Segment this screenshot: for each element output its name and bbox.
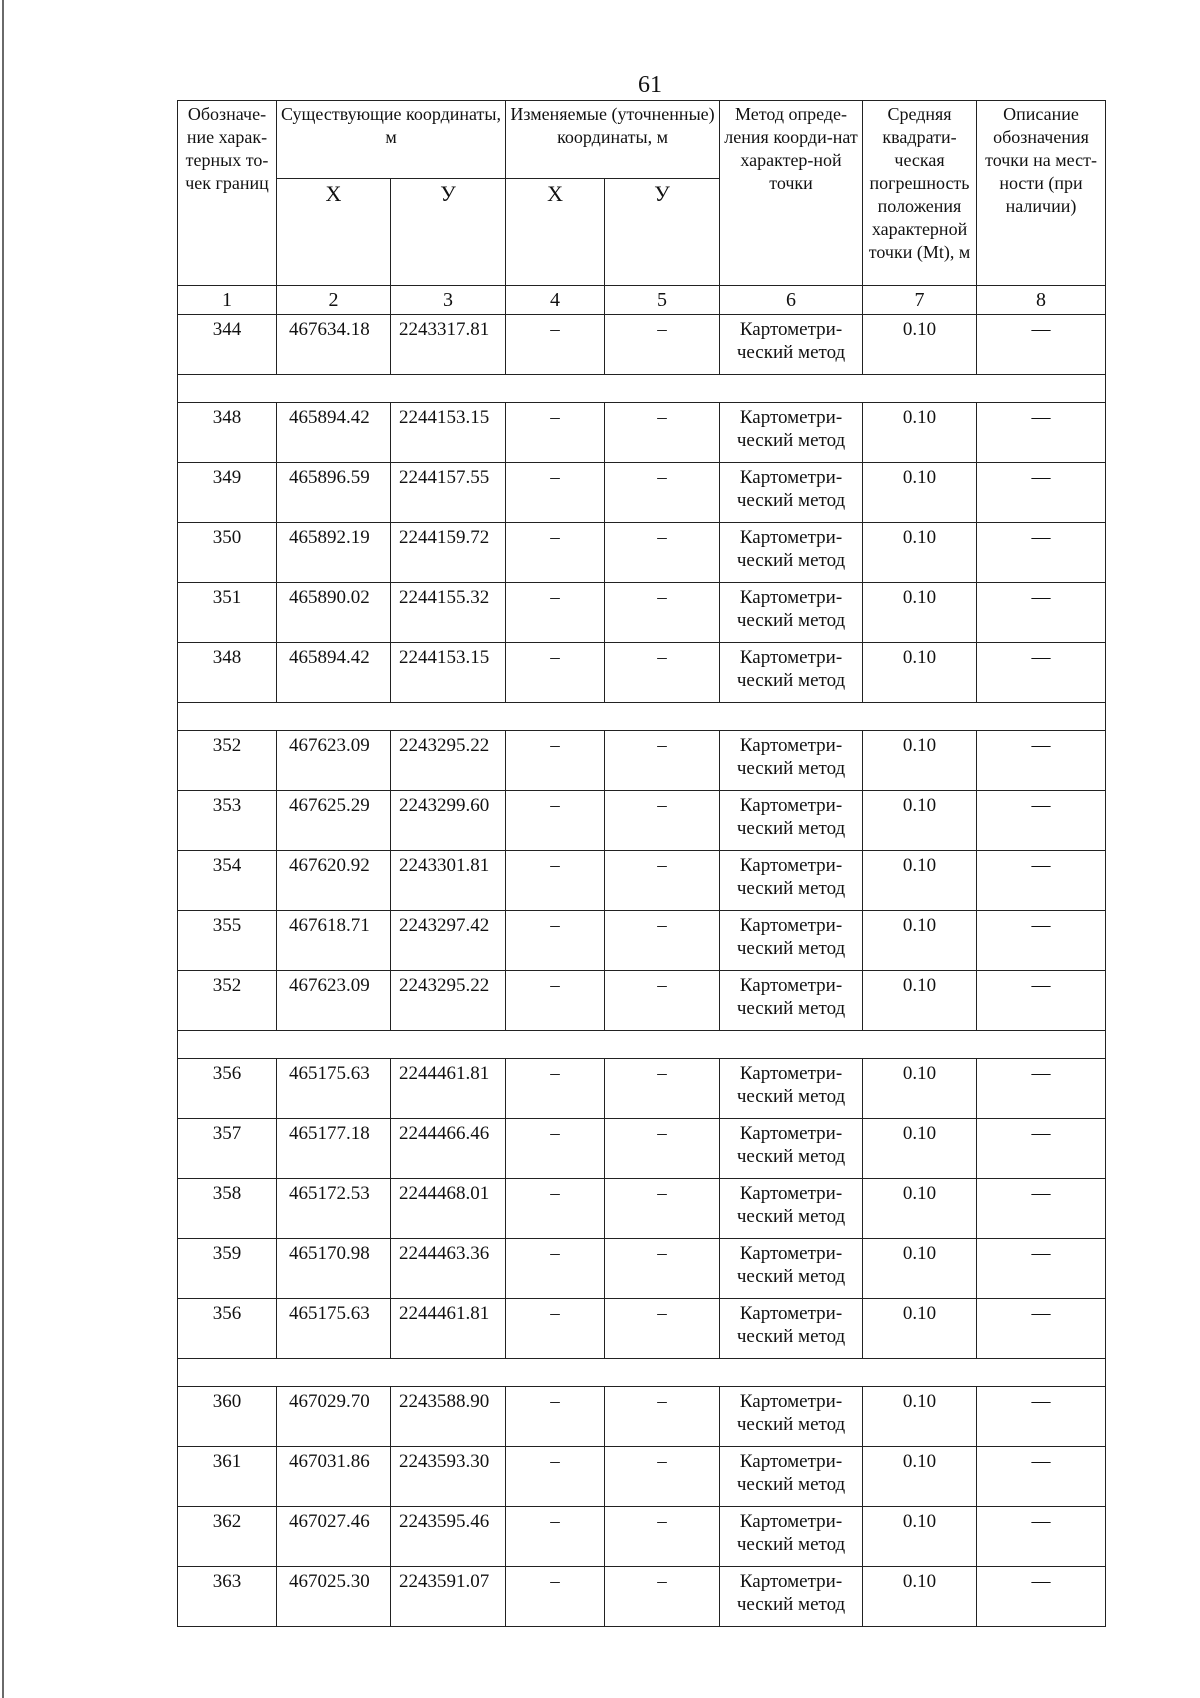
- changed-y-cell: –: [605, 971, 720, 1031]
- header-accuracy: Средняя квадрати-ческая погрешность положения характерной точки (Mt), м: [863, 101, 977, 286]
- point-id-cell: 348: [178, 403, 277, 463]
- changed-x-cell: –: [506, 1179, 605, 1239]
- changed-x-cell: –: [506, 1119, 605, 1179]
- changed-x-cell: –: [506, 643, 605, 703]
- table-body: [178, 315, 1106, 1627]
- contour-separator-row: [178, 703, 1106, 731]
- changed-x-cell: –: [506, 1447, 605, 1507]
- changed-y-cell: –: [605, 583, 720, 643]
- method-cell: Картометри-ческий метод: [720, 731, 863, 791]
- table-row: [178, 583, 1106, 643]
- contour-separator-row: [178, 1031, 1106, 1059]
- boundary-points-table: [177, 100, 1106, 1627]
- changed-x-cell: –: [506, 911, 605, 971]
- table-row: [178, 1299, 1106, 1359]
- point-id-cell: 354: [178, 851, 277, 911]
- description-cell: —: [977, 1059, 1106, 1119]
- existing-x-cell: 465896.59: [277, 463, 391, 523]
- accuracy-cell: 0.10: [863, 911, 977, 971]
- existing-y-cell: 2243295.22: [391, 731, 506, 791]
- description-cell: —: [977, 1299, 1106, 1359]
- description-cell: —: [977, 643, 1106, 703]
- changed-x-cell: –: [506, 315, 605, 375]
- changed-x-cell: –: [506, 1059, 605, 1119]
- table-row: [178, 971, 1106, 1031]
- existing-x-cell: 465894.42: [277, 403, 391, 463]
- column-number-cell: 1: [178, 286, 277, 315]
- accuracy-cell: 0.10: [863, 403, 977, 463]
- existing-y-cell: 2243317.81: [391, 315, 506, 375]
- changed-y-cell: –: [605, 643, 720, 703]
- table-row: [178, 1239, 1106, 1299]
- changed-y-cell: –: [605, 403, 720, 463]
- existing-y-cell: 2244463.36: [391, 1239, 506, 1299]
- method-cell: Картометри-ческий метод: [720, 643, 863, 703]
- table-row: [178, 1059, 1106, 1119]
- accuracy-cell: 0.10: [863, 1567, 977, 1627]
- existing-y-cell: 2243301.81: [391, 851, 506, 911]
- description-cell: —: [977, 1447, 1106, 1507]
- method-cell: Картометри-ческий метод: [720, 1059, 863, 1119]
- accuracy-cell: 0.10: [863, 1507, 977, 1567]
- header-existing-coordinates: Существующие координаты, м: [277, 101, 506, 179]
- existing-y-cell: 2244466.46: [391, 1119, 506, 1179]
- changed-y-cell: –: [605, 1299, 720, 1359]
- point-id-cell: 362: [178, 1507, 277, 1567]
- point-id-cell: 352: [178, 731, 277, 791]
- existing-x-cell: 465172.53: [277, 1179, 391, 1239]
- point-id-cell: 358: [178, 1179, 277, 1239]
- description-cell: —: [977, 463, 1106, 523]
- existing-x-cell: 467623.09: [277, 971, 391, 1031]
- column-number-cell: 7: [863, 286, 977, 315]
- accuracy-cell: 0.10: [863, 731, 977, 791]
- existing-x-cell: 467031.86: [277, 1447, 391, 1507]
- point-id-cell: 357: [178, 1119, 277, 1179]
- changed-y-cell: –: [605, 911, 720, 971]
- contour-separator-cell: [178, 1031, 1106, 1059]
- description-cell: —: [977, 583, 1106, 643]
- accuracy-cell: 0.10: [863, 1447, 977, 1507]
- accuracy-cell: 0.10: [863, 1299, 977, 1359]
- table-row: [178, 1179, 1106, 1239]
- description-cell: —: [977, 1387, 1106, 1447]
- table-row: [178, 643, 1106, 703]
- existing-y-cell: 2243595.46: [391, 1507, 506, 1567]
- point-id-cell: 350: [178, 523, 277, 583]
- method-cell: Картометри-ческий метод: [720, 971, 863, 1031]
- accuracy-cell: 0.10: [863, 523, 977, 583]
- changed-y-cell: –: [605, 791, 720, 851]
- existing-y-cell: 2244155.32: [391, 583, 506, 643]
- changed-x-cell: –: [506, 731, 605, 791]
- column-number-cell: 6: [720, 286, 863, 315]
- header-existing-x: Х: [277, 179, 391, 286]
- table-row: [178, 523, 1106, 583]
- existing-x-cell: 467634.18: [277, 315, 391, 375]
- changed-y-cell: –: [605, 1507, 720, 1567]
- changed-x-cell: –: [506, 971, 605, 1031]
- accuracy-cell: 0.10: [863, 315, 977, 375]
- changed-y-cell: –: [605, 1447, 720, 1507]
- column-number-cell: 5: [605, 286, 720, 315]
- header-point-designation: Обозначе-ние харак-терных то-чек границ: [178, 101, 277, 286]
- column-number-cell: 3: [391, 286, 506, 315]
- accuracy-cell: 0.10: [863, 643, 977, 703]
- existing-y-cell: 2243593.30: [391, 1447, 506, 1507]
- existing-y-cell: 2244159.72: [391, 523, 506, 583]
- contour-separator-cell: [178, 375, 1106, 403]
- table-row: [178, 731, 1106, 791]
- existing-y-cell: 2244468.01: [391, 1179, 506, 1239]
- changed-x-cell: –: [506, 463, 605, 523]
- table-row: [178, 791, 1106, 851]
- description-cell: —: [977, 911, 1106, 971]
- method-cell: Картометри-ческий метод: [720, 463, 863, 523]
- table-row: [178, 1507, 1106, 1567]
- description-cell: —: [977, 1567, 1106, 1627]
- page-number: 61: [638, 72, 662, 98]
- changed-y-cell: –: [605, 1179, 720, 1239]
- scan-edge-line: [2, 0, 4, 1698]
- method-cell: Картометри-ческий метод: [720, 315, 863, 375]
- table-row: [178, 851, 1106, 911]
- existing-y-cell: 2244153.15: [391, 643, 506, 703]
- point-id-cell: 349: [178, 463, 277, 523]
- method-cell: Картометри-ческий метод: [720, 1299, 863, 1359]
- method-cell: Картометри-ческий метод: [720, 1507, 863, 1567]
- method-cell: Картометри-ческий метод: [720, 1119, 863, 1179]
- description-cell: —: [977, 791, 1106, 851]
- existing-y-cell: 2244461.81: [391, 1299, 506, 1359]
- changed-x-cell: –: [506, 1567, 605, 1627]
- table-row: [178, 1387, 1106, 1447]
- existing-y-cell: 2244153.15: [391, 403, 506, 463]
- changed-x-cell: –: [506, 523, 605, 583]
- column-number-row: [178, 286, 1106, 315]
- accuracy-cell: 0.10: [863, 1239, 977, 1299]
- existing-x-cell: 465175.63: [277, 1059, 391, 1119]
- description-cell: —: [977, 403, 1106, 463]
- existing-x-cell: 467029.70: [277, 1387, 391, 1447]
- existing-x-cell: 467618.71: [277, 911, 391, 971]
- point-id-cell: 355: [178, 911, 277, 971]
- changed-y-cell: –: [605, 315, 720, 375]
- point-id-cell: 353: [178, 791, 277, 851]
- existing-x-cell: 467623.09: [277, 731, 391, 791]
- method-cell: Картометри-ческий метод: [720, 523, 863, 583]
- changed-y-cell: –: [605, 1239, 720, 1299]
- contour-separator-cell: [178, 1359, 1106, 1387]
- existing-x-cell: 465175.63: [277, 1299, 391, 1359]
- existing-x-cell: 467027.46: [277, 1507, 391, 1567]
- header-changed-x: Х: [506, 179, 605, 286]
- point-id-cell: 359: [178, 1239, 277, 1299]
- existing-y-cell: 2244461.81: [391, 1059, 506, 1119]
- point-id-cell: 360: [178, 1387, 277, 1447]
- changed-y-cell: –: [605, 851, 720, 911]
- description-cell: —: [977, 1119, 1106, 1179]
- point-id-cell: 351: [178, 583, 277, 643]
- header-changed-y: У: [605, 179, 720, 286]
- header-description: Описание обозначения точки на мест-ности (при наличии): [977, 101, 1106, 286]
- changed-y-cell: –: [605, 1567, 720, 1627]
- point-id-cell: 363: [178, 1567, 277, 1627]
- description-cell: —: [977, 1239, 1106, 1299]
- accuracy-cell: 0.10: [863, 1179, 977, 1239]
- header-method: Метод опреде-ления коорди-нат характер-ной точки: [720, 101, 863, 286]
- method-cell: Картометри-ческий метод: [720, 1447, 863, 1507]
- existing-x-cell: 465170.98: [277, 1239, 391, 1299]
- point-id-cell: 348: [178, 643, 277, 703]
- existing-x-cell: 467625.29: [277, 791, 391, 851]
- table-row: [178, 403, 1106, 463]
- accuracy-cell: 0.10: [863, 1387, 977, 1447]
- description-cell: —: [977, 315, 1106, 375]
- table-row: [178, 1567, 1106, 1627]
- description-cell: —: [977, 1507, 1106, 1567]
- existing-x-cell: 465894.42: [277, 643, 391, 703]
- changed-x-cell: –: [506, 851, 605, 911]
- point-id-cell: 356: [178, 1059, 277, 1119]
- existing-y-cell: 2243299.60: [391, 791, 506, 851]
- existing-x-cell: 467620.92: [277, 851, 391, 911]
- changed-y-cell: –: [605, 463, 720, 523]
- method-cell: Картометри-ческий метод: [720, 1179, 863, 1239]
- contour-separator-row: [178, 1359, 1106, 1387]
- method-cell: Картометри-ческий метод: [720, 1239, 863, 1299]
- column-number-cell: 4: [506, 286, 605, 315]
- table-row: [178, 463, 1106, 523]
- accuracy-cell: 0.10: [863, 791, 977, 851]
- column-number-cell: 2: [277, 286, 391, 315]
- description-cell: —: [977, 851, 1106, 911]
- accuracy-cell: 0.10: [863, 851, 977, 911]
- table-row: [178, 1119, 1106, 1179]
- changed-x-cell: –: [506, 1387, 605, 1447]
- changed-x-cell: –: [506, 1299, 605, 1359]
- existing-x-cell: 465177.18: [277, 1119, 391, 1179]
- existing-y-cell: 2243588.90: [391, 1387, 506, 1447]
- contour-separator-cell: [178, 703, 1106, 731]
- method-cell: Картометри-ческий метод: [720, 911, 863, 971]
- header-changed-coordinates: Изменяемые (уточненные) координаты, м: [506, 101, 720, 179]
- changed-y-cell: –: [605, 1387, 720, 1447]
- existing-x-cell: 465892.19: [277, 523, 391, 583]
- existing-x-cell: 465890.02: [277, 583, 391, 643]
- column-number-cell: 8: [977, 286, 1106, 315]
- description-cell: —: [977, 1179, 1106, 1239]
- existing-y-cell: 2243591.07: [391, 1567, 506, 1627]
- method-cell: Картометри-ческий метод: [720, 851, 863, 911]
- point-id-cell: 352: [178, 971, 277, 1031]
- method-cell: Картометри-ческий метод: [720, 1567, 863, 1627]
- method-cell: Картометри-ческий метод: [720, 583, 863, 643]
- accuracy-cell: 0.10: [863, 971, 977, 1031]
- contour-separator-row: [178, 375, 1106, 403]
- changed-x-cell: –: [506, 583, 605, 643]
- header-existing-y: У: [391, 179, 506, 286]
- method-cell: Картометри-ческий метод: [720, 791, 863, 851]
- accuracy-cell: 0.10: [863, 1119, 977, 1179]
- existing-x-cell: 467025.30: [277, 1567, 391, 1627]
- changed-y-cell: –: [605, 1119, 720, 1179]
- table-header: [178, 101, 1106, 315]
- changed-y-cell: –: [605, 1059, 720, 1119]
- changed-x-cell: –: [506, 1507, 605, 1567]
- changed-x-cell: –: [506, 403, 605, 463]
- changed-y-cell: –: [605, 523, 720, 583]
- accuracy-cell: 0.10: [863, 1059, 977, 1119]
- table-row: [178, 1447, 1106, 1507]
- point-id-cell: 344: [178, 315, 277, 375]
- changed-x-cell: –: [506, 791, 605, 851]
- table-row: [178, 315, 1106, 375]
- description-cell: —: [977, 523, 1106, 583]
- description-cell: —: [977, 971, 1106, 1031]
- point-id-cell: 361: [178, 1447, 277, 1507]
- accuracy-cell: 0.10: [863, 583, 977, 643]
- accuracy-cell: 0.10: [863, 463, 977, 523]
- table-row: [178, 911, 1106, 971]
- method-cell: Картометри-ческий метод: [720, 403, 863, 463]
- existing-y-cell: 2244157.55: [391, 463, 506, 523]
- changed-x-cell: –: [506, 1239, 605, 1299]
- existing-y-cell: 2243297.42: [391, 911, 506, 971]
- method-cell: Картометри-ческий метод: [720, 1387, 863, 1447]
- existing-y-cell: 2243295.22: [391, 971, 506, 1031]
- point-id-cell: 356: [178, 1299, 277, 1359]
- changed-y-cell: –: [605, 731, 720, 791]
- description-cell: —: [977, 731, 1106, 791]
